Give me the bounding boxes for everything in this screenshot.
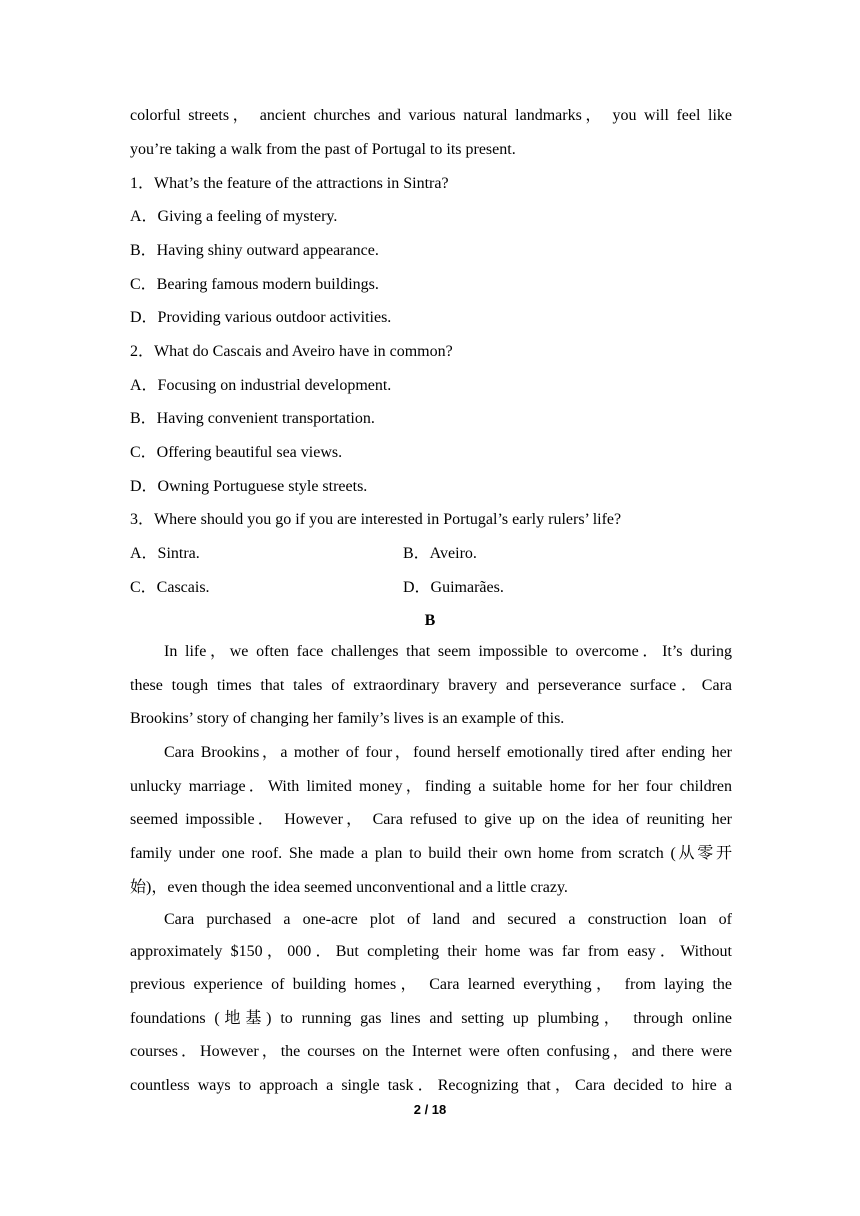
question-stem: 3．Where should you go if you are interested in Portugal’s early rulers’ life? [130, 511, 622, 528]
passage-line: these tough times that tales of extraordinary bravery and perseverance surface．Cara [130, 677, 732, 694]
page-number: 2 / 18 [413, 1102, 447, 1117]
answer-option: B．Aveiro. [403, 545, 477, 562]
passage-line: colorful streets， ancient churches and various natural landmarks， you will feel like [130, 107, 732, 124]
passage-line: 始)，even though the idea seemed unconventional and a little crazy. [130, 879, 568, 896]
passage-line: Brookins’ story of changing her family’s lives is an example of this. [130, 710, 565, 727]
answer-option: C．Bearing famous modern buildings. [130, 276, 379, 293]
answer-option: B．Having shiny outward appearance. [130, 242, 379, 259]
answer-option: D．Guimarães. [403, 579, 504, 596]
answer-option: D．Owning Portuguese style streets. [130, 478, 368, 495]
passage-line: foundations (地基) to running gas lines and setting up plumbing， through online [130, 1010, 732, 1027]
passage-line: seemed impossible． However， Cara refused to give up on the idea of reuniting her [130, 811, 733, 828]
answer-option: B．Having convenient transportation. [130, 410, 375, 427]
passage-line: unlucky marriage．With limited money，finding a suitable home for her four children [130, 778, 733, 795]
passage-line: previous experience of building homes， Cara learned everything， from laying the [130, 976, 732, 993]
answer-option: C．Cascais. [130, 579, 210, 596]
passage-line: Cara Brookins，a mother of four，found herself emotionally tired after ending her [164, 744, 733, 761]
passage-line: Cara purchased a one-acre plot of land and secured a construction loan of [164, 911, 732, 928]
passage-line: approximately $150，000．But completing their home was far from easy．Without [130, 943, 732, 960]
question-stem: 1．What’s the feature of the attractions in Sintra? [130, 175, 449, 192]
answer-option: A．Giving a feeling of mystery. [130, 208, 338, 225]
passage-line: In life，we often face challenges that seem impossible to overcome．It’s during [164, 643, 732, 660]
passage-line: courses．However，the courses on the Internet were often confusing，and there were [130, 1043, 732, 1060]
answer-option: C．Offering beautiful sea views. [130, 444, 343, 461]
section-heading: B [424, 612, 436, 629]
question-stem: 2．What do Cascais and Aveiro have in common? [130, 343, 453, 360]
answer-option: A．Sintra. [130, 545, 200, 562]
answer-option: D．Providing various outdoor activities. [130, 309, 392, 326]
passage-line: family under one roof. She made a plan to build their own home from scratch (从零开 [130, 845, 732, 862]
answer-option: A．Focusing on industrial development. [130, 377, 392, 394]
passage-line: countless ways to approach a single task．Recognizing that，Cara decided to hire a [130, 1077, 732, 1094]
passage-line: you’re taking a walk from the past of Portugal to its present. [130, 141, 516, 158]
